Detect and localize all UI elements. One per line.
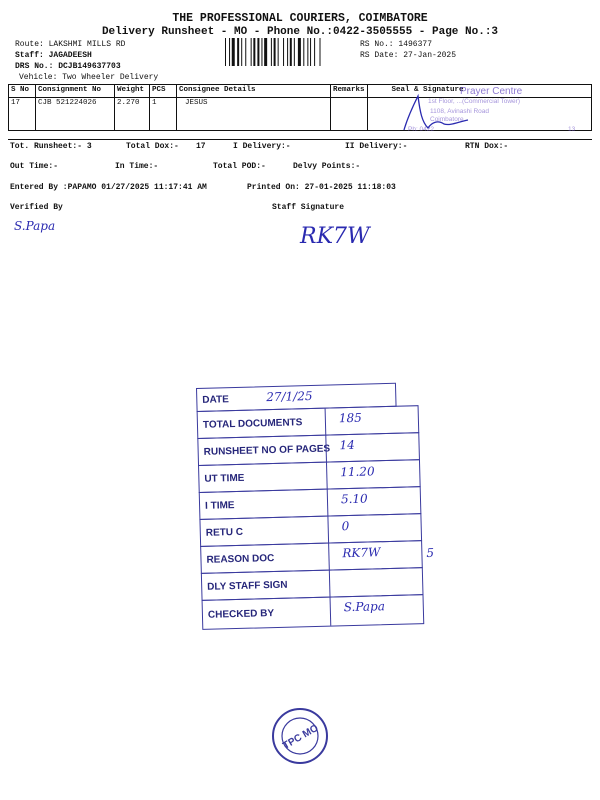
- stamp-row-value: S.Papa: [343, 599, 386, 615]
- cell-remarks: [331, 98, 368, 131]
- seal-line: 1108, Avinashi Road: [430, 108, 490, 115]
- col-header-remarks: Remarks: [331, 85, 368, 98]
- verified-signature: S.Papa: [14, 219, 56, 233]
- stamp-row-label: RUNSHEET NO OF PAGES: [203, 443, 331, 458]
- delvy-points: Delvy Points:-: [293, 162, 361, 171]
- consignee-seal: [398, 86, 588, 136]
- col-header-sno: S No: [9, 85, 36, 98]
- stamp-row: [202, 594, 425, 630]
- stamp-row-value: 27/1/25: [266, 388, 313, 405]
- rs-date: RS Date: 27-Jan-2025: [360, 51, 457, 60]
- staff-signature: RK7W: [300, 224, 370, 249]
- drs-label: DRS No.: DCJB149637703: [15, 62, 121, 71]
- stamp-row-label: UT TIME: [204, 472, 245, 485]
- verified-by-label: Verified By: [10, 203, 63, 212]
- cell-consignment: CJB 521224026: [36, 98, 115, 131]
- round-seal-icon: [270, 706, 330, 766]
- cell-consignee: JESUS: [177, 98, 331, 131]
- rtn-dox: RTN Dox:-: [465, 142, 509, 151]
- vehicle-label: Vehicle: Two Wheeler Delivery: [19, 73, 159, 82]
- stamp-row-value: RK7W: [342, 545, 381, 561]
- runsheet-subtitle: Delivery Runsheet - MO - Phone No.:0422-3505555 - Page No.:3: [101, 26, 499, 38]
- seal-line: 13: [568, 126, 576, 133]
- cell-weight: 2.270: [115, 98, 150, 131]
- recipient-signature-icon: [398, 86, 588, 136]
- route-label: Route: LAKSHMI MILLS RD: [15, 40, 126, 49]
- stamp-row-label: I TIME: [204, 499, 235, 512]
- total-pod: Total POD:-: [213, 162, 266, 171]
- stamp-row-value: 5.10: [340, 491, 368, 507]
- col-header-consignment: Consignment No: [36, 85, 115, 98]
- tot-runsheet: Tot. Runsheet:- 3: [10, 142, 92, 151]
- col-header-seal: Seal & Signature: [367, 85, 591, 98]
- seal-line: Ph: 0422: [408, 126, 435, 133]
- seal-line: 1st Floor, ...(Commercial Tower): [428, 98, 520, 105]
- stamp-row-value: 14: [339, 437, 356, 453]
- round-seal-text: TPC MO: [281, 722, 321, 752]
- runsheet-stamp: [196, 382, 435, 643]
- stamp-row-value: 11.20: [340, 464, 375, 480]
- stamp-row-label: TOTAL DOCUMENTS: [202, 416, 303, 431]
- stamp-row-label: DATE: [202, 393, 229, 406]
- col-header-weight: Weight: [115, 85, 150, 98]
- stamp-row-label: REASON DOC: [206, 552, 275, 566]
- total-dox-value: 17: [196, 142, 206, 151]
- stamp-row-value: 0: [341, 519, 350, 534]
- seal-line: Prayer Centre: [460, 86, 523, 97]
- printed-on: Printed On: 27-01-2025 11:18:03: [247, 183, 396, 192]
- ii-delivery: II Delivery:-: [345, 142, 408, 151]
- company-title: THE PROFESSIONAL COURIERS, COIMBATORE: [172, 12, 428, 25]
- stamp-row-label: RETU C: [205, 526, 244, 539]
- stamp-row-label: DLY STAFF SIGN: [207, 579, 288, 593]
- entered-by: Entered By :PAPAMO 01/27/2025 11:17:41 AM: [10, 183, 207, 192]
- cell-pcs: 1: [150, 98, 177, 131]
- barcode-icon: [225, 38, 353, 66]
- col-header-pcs: PCS: [150, 85, 177, 98]
- i-delivery: I Delivery:-: [233, 142, 291, 151]
- staff-signature-label: Staff Signature: [272, 203, 345, 212]
- staff-label: Staff: JAGADEESH: [15, 51, 92, 60]
- stamp-row-value: 185: [338, 410, 362, 426]
- cell-sno: 17: [9, 98, 36, 131]
- divider: [8, 139, 592, 140]
- col-header-consignee: Consignee Details: [177, 85, 331, 98]
- seal-line: Coimbatore: [430, 116, 464, 123]
- stamp-row-label: CHECKED BY: [207, 607, 275, 621]
- stamp-side-mark: 5: [426, 545, 435, 561]
- in-time: In Time:-: [115, 162, 159, 171]
- total-dox-label: Total Dox:-: [126, 142, 179, 151]
- out-time: Out Time:-: [10, 162, 59, 171]
- rs-number: RS No.: 1496377: [360, 40, 433, 49]
